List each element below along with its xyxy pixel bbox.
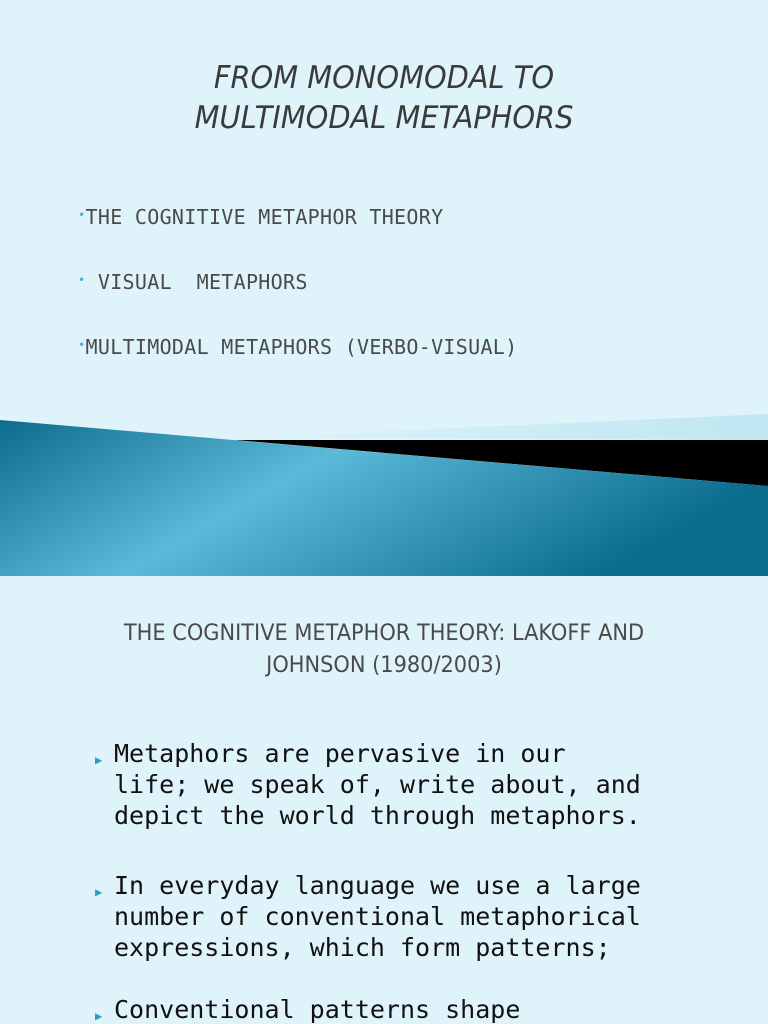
band-pale-stripe — [230, 414, 768, 440]
bullet-text: MULTIMODAL METAPHORS (VERBO-VISUAL) — [85, 335, 518, 359]
bullet-text: Conventional patterns shape — [114, 995, 521, 1024]
bullet-dot-icon: • — [78, 338, 86, 352]
slide-2-title-line-1: THE COGNITIVE METAPHOR THEORY: LAKOFF AND — [123, 621, 645, 646]
triangle-bullet-icon: ▶ — [95, 885, 103, 899]
slide-2-bullet-1 — [95, 738, 735, 831]
triangle-bullet-icon: ▶ — [95, 1009, 103, 1023]
bullet-dot-icon: • — [78, 273, 86, 287]
slide-2 — [0, 576, 768, 1024]
bullet-text: THE COGNITIVE METAPHOR THEORY — [85, 205, 444, 229]
slide-2-title-line-2: JOHNSON (1980/2003) — [266, 653, 502, 678]
bullet-text: VISUAL METAPHORS — [85, 270, 308, 294]
slide-2-title — [19, 618, 749, 682]
triangle-bullet-icon: ▶ — [95, 753, 103, 767]
slide-1-title-line-1: FROM MONOMODAL TO — [213, 60, 555, 96]
bullet-dot-icon: • — [78, 208, 86, 222]
slide-2-bullet-2 — [95, 870, 735, 963]
bullet-text: In everyday language we use a large number of conventional metaphorical expressions, which form patterns; — [114, 871, 641, 962]
slide-1-title-line-2: MULTIMODAL METAPHORS — [194, 100, 574, 136]
slide-2-bullet-3 — [95, 994, 735, 1024]
bullet-text: Metaphors are pervasive in our life; we speak of, write about, and depict the world through metaphors. — [114, 739, 641, 830]
